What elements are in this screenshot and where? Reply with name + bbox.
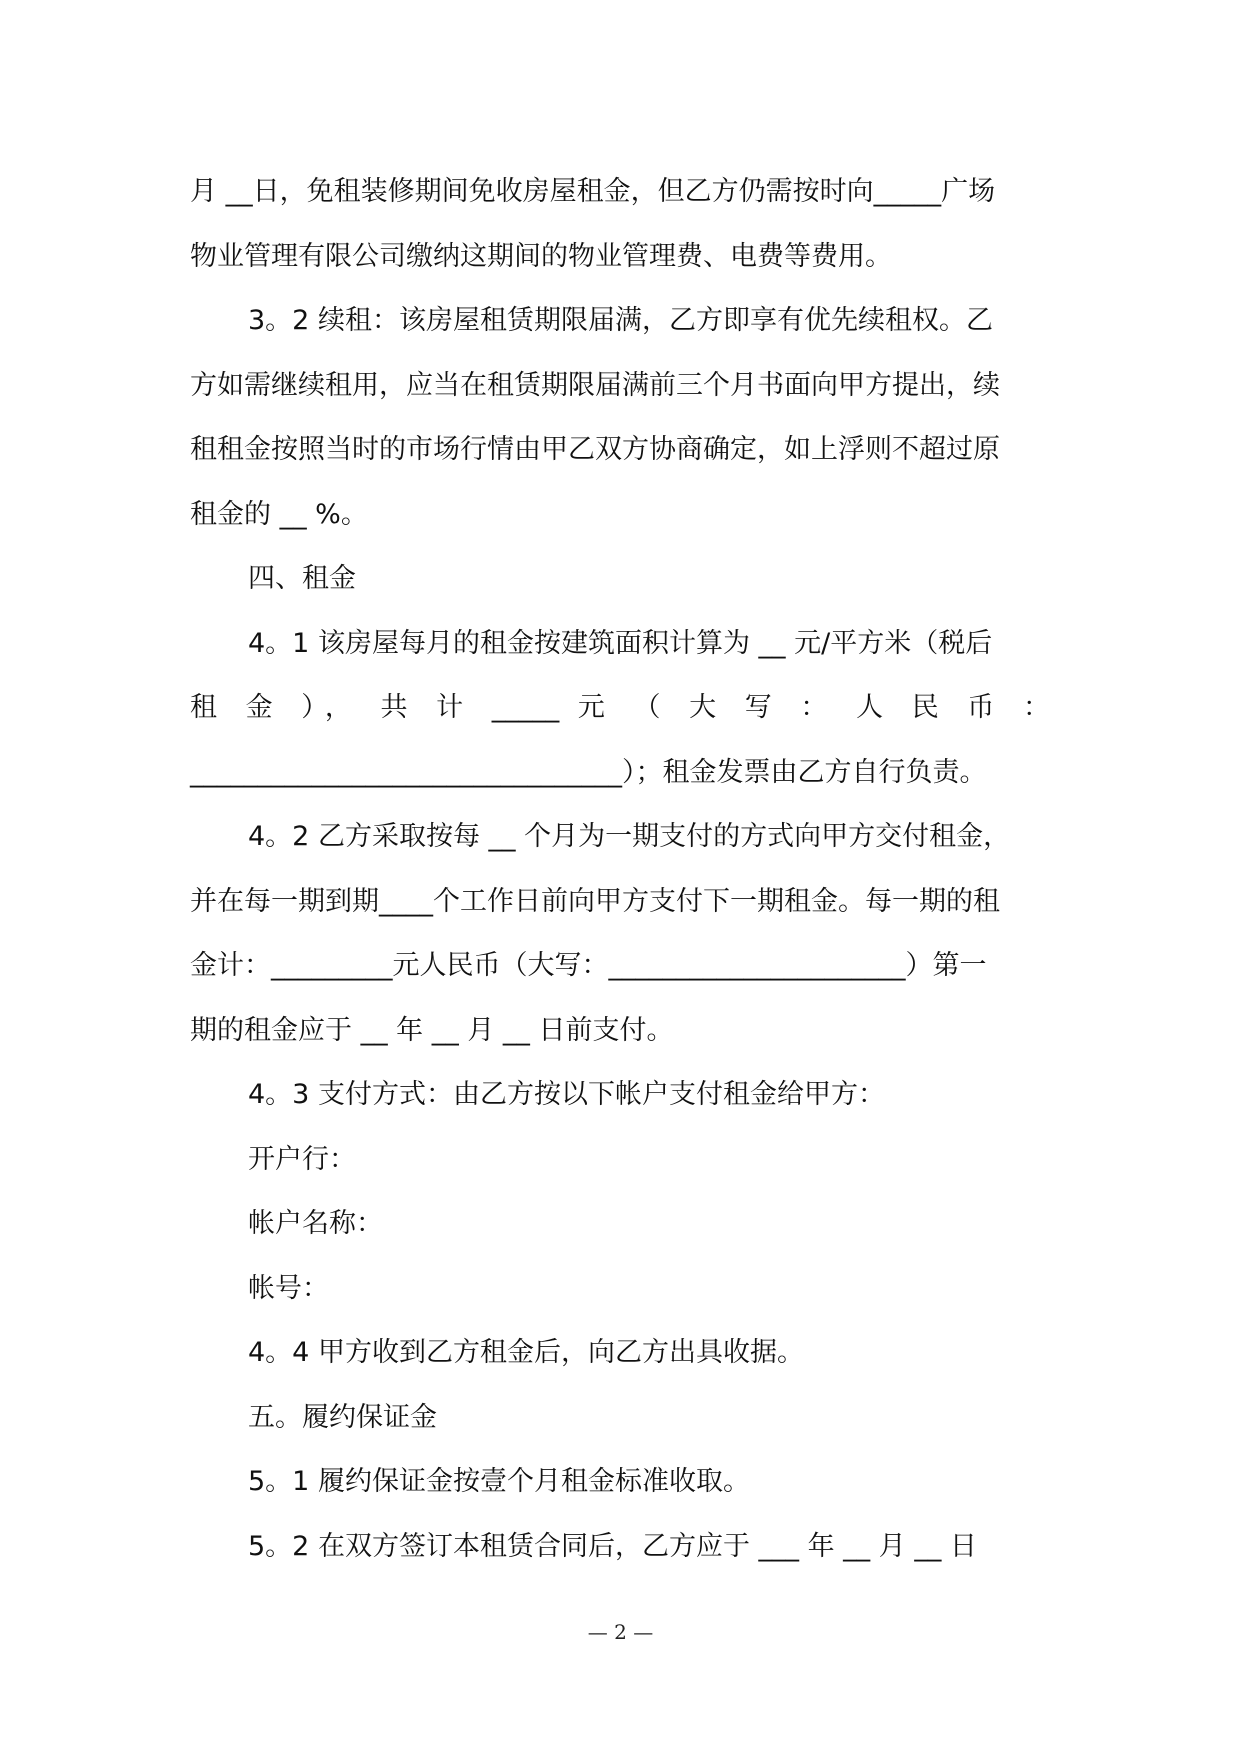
text-line: 金计：_________元人民币（大写：______________________）第一 (190, 950, 987, 981)
text-line: 物业管理有限公司缴纳这期间的物业管理费、电费等费用。 (190, 240, 892, 272)
text-line: 帐号： (248, 1272, 329, 1304)
text-line: 租 金 ）， 共 计 _____ 元 （ 大 写 ： 人 民 币 ： (190, 692, 1050, 723)
text-line: 租租金按照当时的市场行情由甲乙双方协商确定，如上浮则不超过原 (190, 434, 1000, 465)
text-line: 开户行： (248, 1143, 356, 1175)
text-line: 并在每一期到期____个工作日前向甲方支付下一期租金。每一期的租 (190, 885, 1000, 917)
text-line: 月 __日，免租装修期间免收房屋租金，但乙方仍需按时向_____广场 (190, 176, 996, 207)
text-line: 4。4 甲方收到乙方租金后，向乙方出具收据。 (248, 1337, 804, 1368)
text-line: 租金的 __ %。 (190, 498, 368, 530)
text-line: 5。1 履约保证金按壹个月租金标准收取。 (248, 1466, 750, 1497)
section-heading: 四、租金 (248, 563, 356, 594)
text-line: ________________________________）；租金发票由乙方自行负责。 (190, 756, 987, 788)
page-number: — 2 — (587, 1620, 654, 1644)
text-line: 3。2 续租：该房屋租赁期限届满，乙方即享有优先续租权。乙 (248, 305, 993, 336)
text-line: 期的租金应于 __ 年 __ 月 __ 日前支付。 (190, 1014, 674, 1046)
text-line: 方如需继续租用，应当在租赁期限届满前三个月书面向甲方提出，续 (190, 369, 1000, 401)
text-line: 4。2 乙方采取按每 __ 个月为一期支付的方式向甲方交付租金， (248, 821, 1011, 852)
text-line: 帐户名称： (248, 1208, 383, 1239)
document-body (190, 160, 1050, 1579)
text-line: 4。1 该房屋每月的租金按建筑面积计算为 __ 元/平方米（税后 (248, 627, 993, 659)
section-heading: 五。履约保证金 (248, 1401, 437, 1433)
text-line: 4。3 支付方式：由乙方按以下帐户支付租金给甲方： (248, 1079, 885, 1110)
text-line: 5。2 在双方签订本租赁合同后，乙方应于 ___ 年 __ 月 __ 日 (248, 1530, 977, 1562)
